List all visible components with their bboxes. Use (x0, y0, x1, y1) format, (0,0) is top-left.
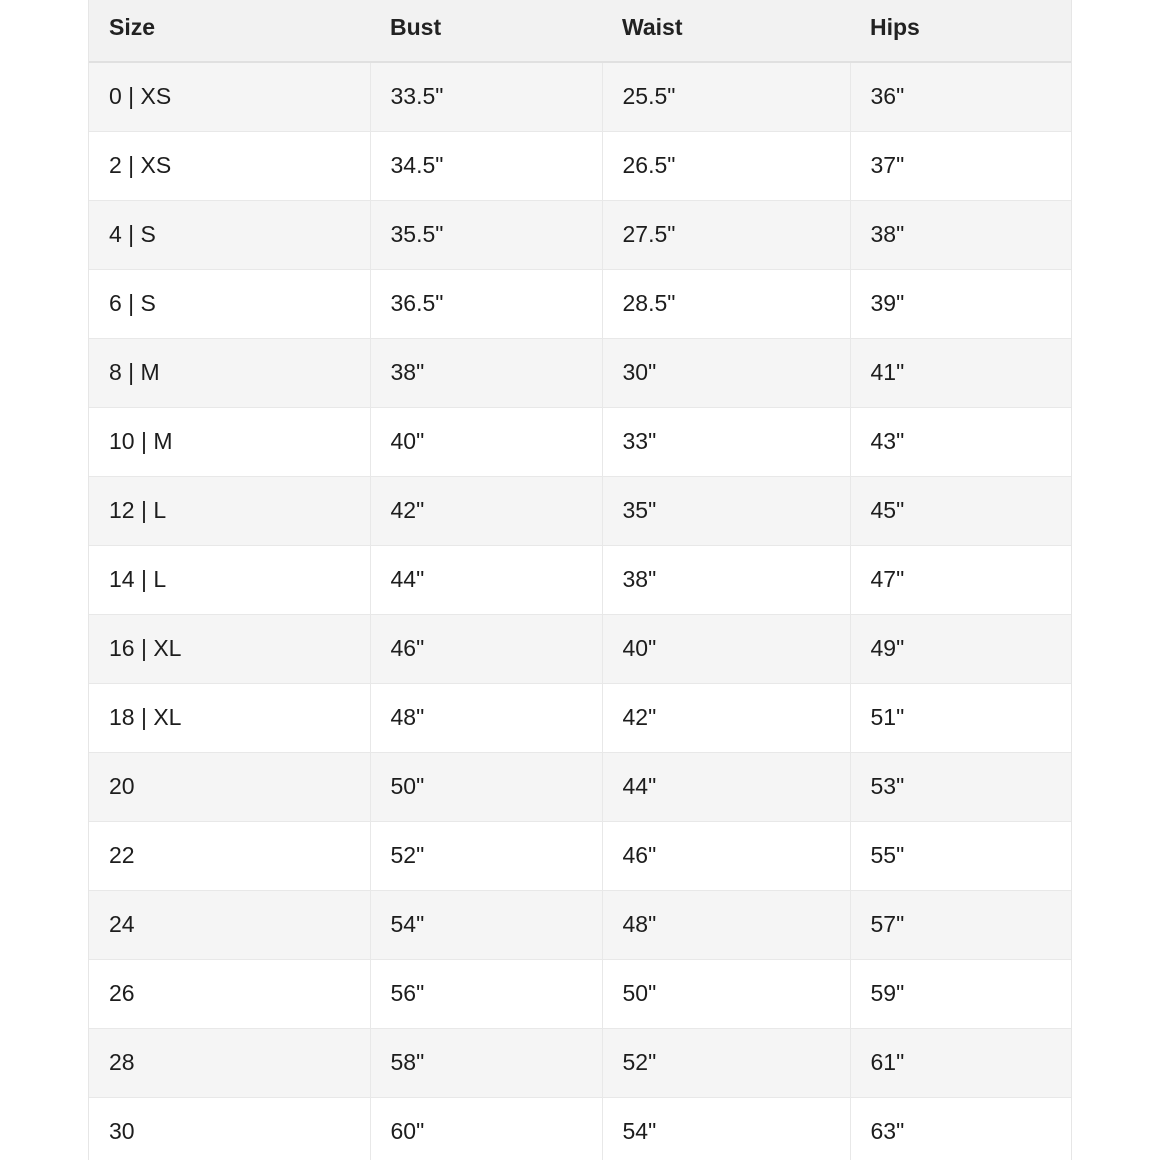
waist-cell: 26.5" (602, 131, 850, 200)
table-row (89, 683, 1071, 752)
table-row (89, 131, 1071, 200)
table-body (89, 62, 1071, 1160)
bust-cell: 56" (370, 959, 602, 1028)
table-row (89, 545, 1071, 614)
hips-cell: 51" (850, 683, 1071, 752)
waist-cell: 30" (602, 338, 850, 407)
waist-cell: 40" (602, 614, 850, 683)
table-row (89, 200, 1071, 269)
bust-cell: 40" (370, 407, 602, 476)
waist-cell: 25.5" (602, 62, 850, 131)
size-cell: 20 (89, 752, 370, 821)
size-cell: 0 | XS (89, 62, 370, 131)
hips-cell: 49" (850, 614, 1071, 683)
table-row (89, 821, 1071, 890)
bust-cell: 42" (370, 476, 602, 545)
bust-cell: 33.5" (370, 62, 602, 131)
size-cell: 30 (89, 1097, 370, 1160)
waist-cell: 46" (602, 821, 850, 890)
waist-cell: 48" (602, 890, 850, 959)
table-row (89, 752, 1071, 821)
hips-cell: 45" (850, 476, 1071, 545)
waist-cell: 50" (602, 959, 850, 1028)
hips-cell: 41" (850, 338, 1071, 407)
size-cell: 22 (89, 821, 370, 890)
waist-cell: 28.5" (602, 269, 850, 338)
size-cell: 8 | M (89, 338, 370, 407)
header-waist: Waist (622, 14, 683, 40)
waist-cell: 38" (602, 545, 850, 614)
table-row (89, 959, 1071, 1028)
size-cell: 12 | L (89, 476, 370, 545)
table-row (89, 476, 1071, 545)
hips-cell: 36" (850, 62, 1071, 131)
waist-cell: 33" (602, 407, 850, 476)
header-bust: Bust (390, 14, 442, 40)
bust-cell: 36.5" (370, 269, 602, 338)
hips-cell: 61" (850, 1028, 1071, 1097)
hips-cell: 37" (850, 131, 1071, 200)
hips-cell: 53" (850, 752, 1071, 821)
hips-cell: 57" (850, 890, 1071, 959)
hips-cell: 55" (850, 821, 1071, 890)
bust-cell: 35.5" (370, 200, 602, 269)
bust-cell: 34.5" (370, 131, 602, 200)
bust-cell: 52" (370, 821, 602, 890)
waist-cell: 27.5" (602, 200, 850, 269)
size-cell: 28 (89, 1028, 370, 1097)
hips-cell: 43" (850, 407, 1071, 476)
table-row (89, 614, 1071, 683)
table-header-row (89, 0, 1071, 62)
header-hips: Hips (870, 14, 920, 40)
table-row (89, 338, 1071, 407)
size-cell: 4 | S (89, 200, 370, 269)
hips-cell: 59" (850, 959, 1071, 1028)
bust-cell: 46" (370, 614, 602, 683)
size-cell: 16 | XL (89, 614, 370, 683)
size-cell: 2 | XS (89, 131, 370, 200)
bust-cell: 54" (370, 890, 602, 959)
bust-cell: 58" (370, 1028, 602, 1097)
waist-cell: 44" (602, 752, 850, 821)
size-cell: 24 (89, 890, 370, 959)
table-row (89, 890, 1071, 959)
waist-cell: 42" (602, 683, 850, 752)
bust-cell: 60" (370, 1097, 602, 1160)
size-cell: 10 | M (89, 407, 370, 476)
table-row (89, 407, 1071, 476)
bust-cell: 44" (370, 545, 602, 614)
table-row (89, 1097, 1071, 1160)
waist-cell: 35" (602, 476, 850, 545)
size-chart (88, 0, 1072, 1160)
size-cell: 14 | L (89, 545, 370, 614)
bust-cell: 48" (370, 683, 602, 752)
header-size: Size (109, 14, 156, 40)
waist-cell: 54" (602, 1097, 850, 1160)
hips-cell: 63" (850, 1097, 1071, 1160)
hips-cell: 47" (850, 545, 1071, 614)
waist-cell: 52" (602, 1028, 850, 1097)
table-row (89, 62, 1071, 131)
hips-cell: 39" (850, 269, 1071, 338)
table-row (89, 269, 1071, 338)
bust-cell: 50" (370, 752, 602, 821)
table-row (89, 1028, 1071, 1097)
size-cell: 18 | XL (89, 683, 370, 752)
size-cell: 26 (89, 959, 370, 1028)
size-cell: 6 | S (89, 269, 370, 338)
size-chart-table (89, 0, 1071, 1160)
hips-cell: 38" (850, 200, 1071, 269)
bust-cell: 38" (370, 338, 602, 407)
